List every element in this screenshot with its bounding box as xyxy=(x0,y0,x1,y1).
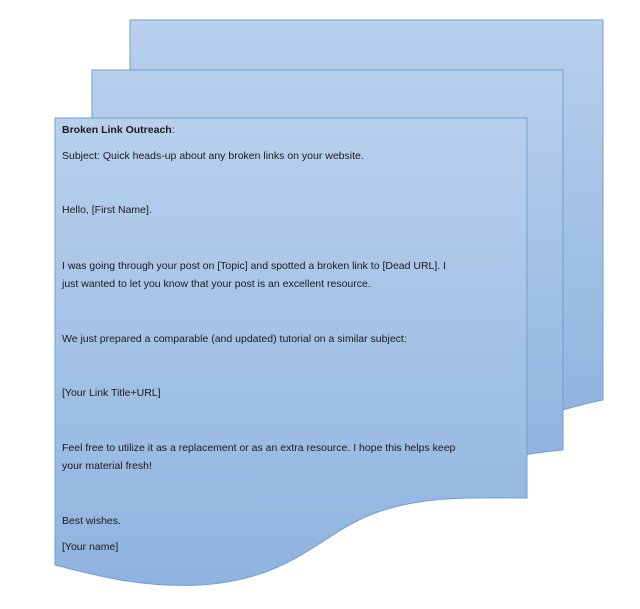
email-greeting: Hello, [First Name]. xyxy=(62,204,152,216)
email-paragraph-1-line-2: just wanted to let you know that your post is an excellent resource. xyxy=(62,278,371,290)
email-signature: [Your name] xyxy=(62,541,119,553)
email-paragraph-3-line-1: Feel free to utilize it as a replacement or as an extra resource. I hope this helps keep xyxy=(62,442,456,454)
link-placeholder: [Your Link Title+URL] xyxy=(62,387,161,399)
email-subject: Subject: Quick heads-up about any broken links on your website. xyxy=(62,150,364,162)
email-paragraph-2: We just prepared a comparable (and updated) tutorial on a similar subject: xyxy=(62,333,407,345)
email-closing: Best wishes. xyxy=(62,515,121,527)
email-paragraph-1-line-1: I was going through your post on [Topic] and spotted a broken link to [Dead URL]. I xyxy=(62,260,447,272)
email-paragraph-3-line-2: your material fresh! xyxy=(62,460,152,472)
document-title-colon: : xyxy=(171,124,175,136)
document-title xyxy=(62,123,522,138)
document-title-text: Broken Link Outreach xyxy=(62,124,172,136)
